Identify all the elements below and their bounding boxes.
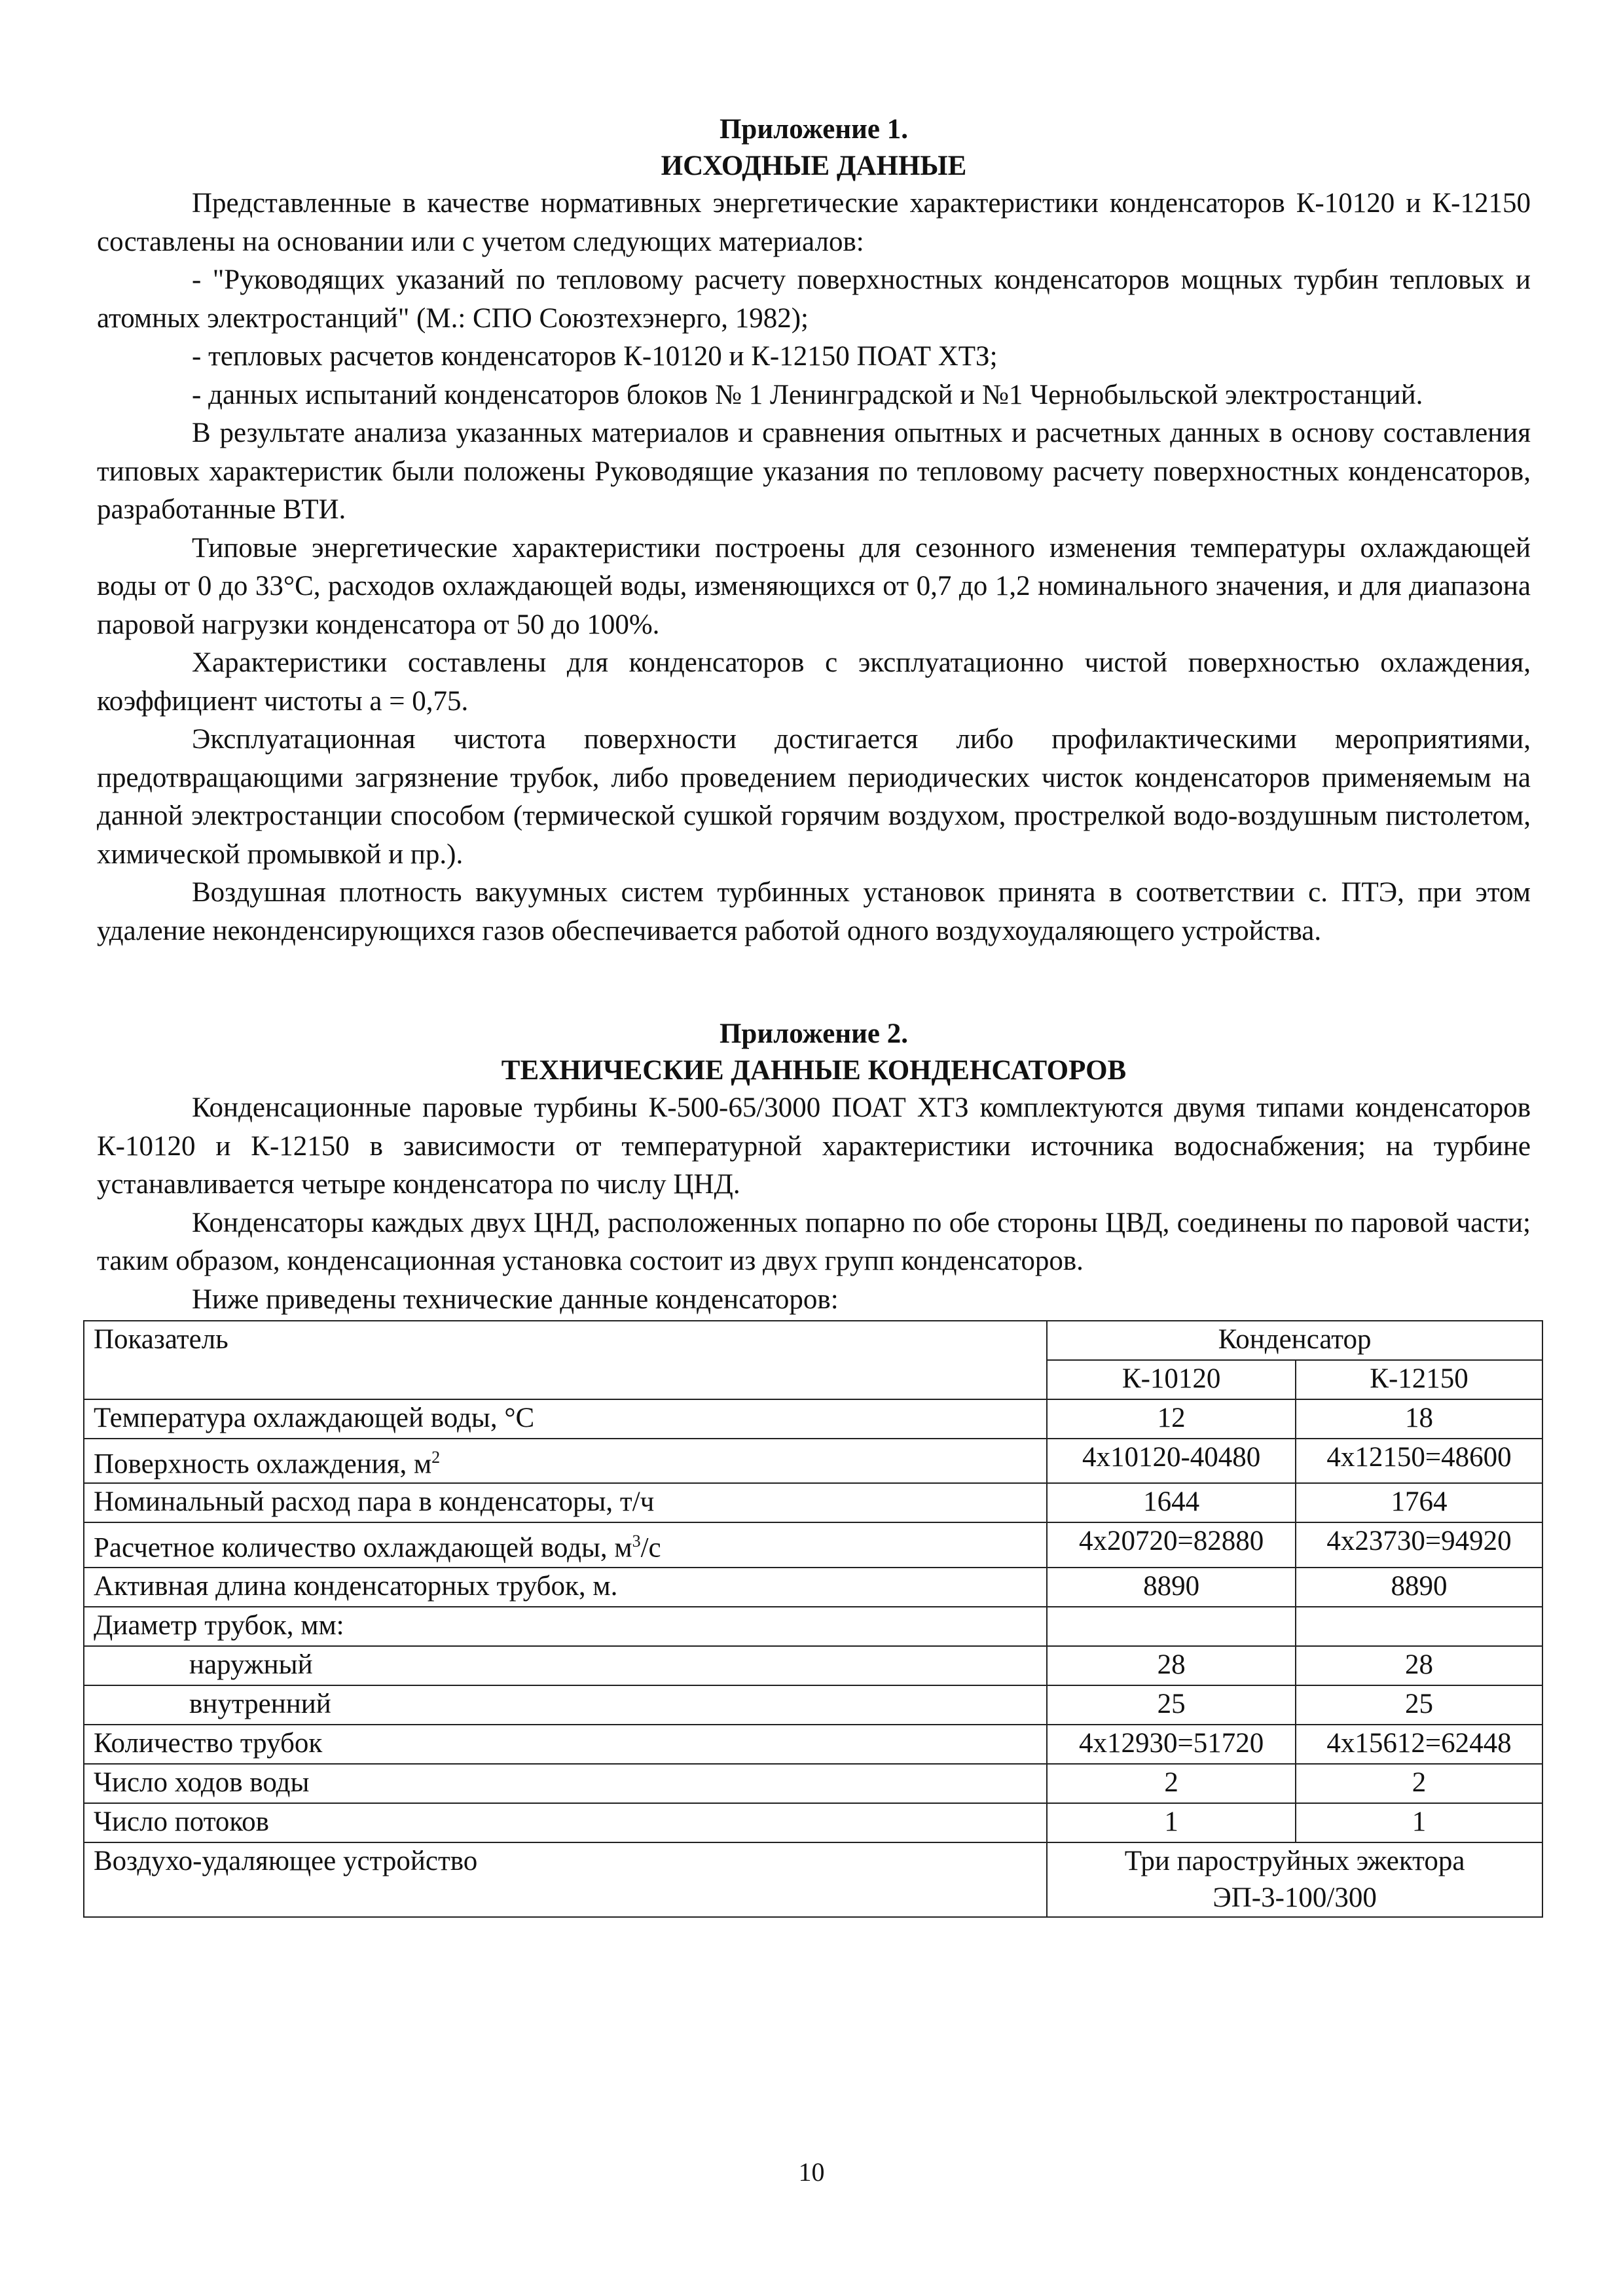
row-label-text: Поверхность охлаждения, м xyxy=(94,1448,432,1480)
table-header-row xyxy=(84,1321,1542,1360)
table-row xyxy=(84,1803,1542,1842)
value-k10120: 2 xyxy=(1047,1764,1296,1803)
table-row xyxy=(84,1439,1542,1483)
page-content xyxy=(94,111,1531,1918)
table-row xyxy=(84,1483,1542,1522)
ejector-value xyxy=(1047,1842,1542,1917)
table-intro: Ниже приведены технические данные конденсаторов: xyxy=(192,1283,839,1315)
row-label: наружный xyxy=(84,1646,1047,1685)
appendix-1-intro: Представленные в качестве нормативных энергетические характеристики конденсаторов К-10120 и К-12150 составлены на основании или с учетом следующих материалов: xyxy=(97,188,1531,257)
row-label: Воздухо-удаляющее устройство xyxy=(84,1842,1047,1917)
row-label xyxy=(84,1439,1047,1483)
paragraph: В результате анализа указанных материалов и сравнения опытных и расчетных данных в основу составления типовых характеристик были положены Руководящие указания по тепловому расчету поверхностных конденсаторов, разработанные ВТИ. xyxy=(97,418,1531,525)
table-row xyxy=(84,1568,1542,1607)
paragraph: Воздушная плотность вакуумных систем турбинных установок принята в соответствии с. ПТЭ, при этом удаление неконденсирующихся газов обеспечивается работой одного воздухоудаляющего устройства. xyxy=(97,877,1531,946)
value-k12150: 4x12150=48600 xyxy=(1296,1439,1542,1483)
value-k10120: 12 xyxy=(1047,1399,1296,1439)
table-row xyxy=(84,1725,1542,1764)
row-label: Число потоков xyxy=(84,1803,1047,1842)
value-k10120: 4x20720=82880 xyxy=(1047,1522,1296,1567)
condenser-tech-table xyxy=(83,1320,1543,1918)
value-k12150: 1 xyxy=(1296,1803,1542,1842)
source-item: - тепловых расчетов конденсаторов К-10120 и К-12150 ПОАТ ХТЗ; xyxy=(192,341,998,372)
table-row xyxy=(84,1607,1542,1646)
row-label: Диаметр трубок, мм: xyxy=(84,1607,1047,1646)
value-k10120: 1 xyxy=(1047,1803,1296,1842)
value-k10120: 25 xyxy=(1047,1685,1296,1725)
row-label: Номинальный расход пара в конденсаторы, т/ч xyxy=(84,1483,1047,1522)
value-k12150: 28 xyxy=(1296,1646,1542,1685)
value-k12150: 2 xyxy=(1296,1764,1542,1803)
ejector-line-1: Три пароструйных эжектора xyxy=(1124,1845,1465,1876)
value-k10120: 28 xyxy=(1047,1646,1296,1685)
table-row xyxy=(84,1522,1542,1567)
paragraph: Эксплуатационная чистота поверхности достигается либо профилактическими мероприятиями, предотвращающими загрязнение трубок, либо проведением периодических чисток конденсаторов применяемым на данной электростанции способом (термической сушкой горячим воздухом, прострелкой водо-воздушным пистолетом, химической промывкой и пр.). xyxy=(97,724,1531,870)
source-item: - "Руководящих указаний по тепловому расчету поверхностных конденсаторов мощных турбин тепловых и атомных электростанций" (М.: СПО Союзтехэнерго, 1982); xyxy=(97,264,1531,334)
paragraph: Характеристики составлены для конденсаторов с эксплуатационно чистой поверхностью охлаждения, коэффициент чистоты а = 0,75. xyxy=(97,647,1531,717)
header-k10120: К-10120 xyxy=(1047,1360,1296,1399)
header-k12150: К-12150 xyxy=(1296,1360,1542,1399)
appendix-1-title: ИСХОДНЫЕ ДАННЫЕ xyxy=(661,151,967,181)
value-k10120: 1644 xyxy=(1047,1483,1296,1522)
page-number: 10 xyxy=(798,2157,825,2187)
value-k12150 xyxy=(1296,1607,1542,1646)
row-label: Количество трубок xyxy=(84,1725,1047,1764)
table-row xyxy=(84,1685,1542,1725)
value-k10120: 4x12930=51720 xyxy=(1047,1725,1296,1764)
row-label: Число ходов воды xyxy=(84,1764,1047,1803)
value-k10120 xyxy=(1047,1607,1296,1646)
paragraph: Типовые энергетические характеристики построены для сезонного изменения температуры охлаждающей воды от 0 до 33°С, расходов охлаждающей воды, изменяющихся от 0,7 до 1,2 номинального значения, и для диапазона паровой нагрузки конденсатора от 50 до 100%. xyxy=(97,532,1531,640)
appendix-1-heading: Приложение 1. xyxy=(719,114,909,145)
paragraph: Конденсаторы каждых двух ЦНД, расположенных попарно по обе стороны ЦВД, соединены по паровой части; таким образом, конденсационная установка состоит из двух групп конденсаторов. xyxy=(97,1207,1531,1276)
appendix-2-title: ТЕХНИЧЕСКИЕ ДАННЫЕ КОНДЕНСАТОРОВ xyxy=(501,1055,1127,1086)
table-row-air-removal xyxy=(84,1842,1542,1917)
value-k12150: 25 xyxy=(1296,1685,1542,1725)
value-k12150: 18 xyxy=(1296,1399,1542,1439)
row-label: Активная длина конденсаторных трубок, м. xyxy=(84,1568,1047,1607)
table-row xyxy=(84,1646,1542,1685)
header-condenser: Конденсатор xyxy=(1047,1321,1542,1360)
table-row xyxy=(84,1764,1542,1803)
unit-exponent: 2 xyxy=(431,1448,441,1467)
ejector-line-2: ЭП-3-100/300 xyxy=(1213,1882,1377,1913)
value-k12150: 4x15612=62448 xyxy=(1296,1725,1542,1764)
value-k12150: 1764 xyxy=(1296,1483,1542,1522)
header-parameter: Показатель xyxy=(84,1321,1047,1399)
value-k12150: 4x23730=94920 xyxy=(1296,1522,1542,1567)
row-label: Температура охлаждающей воды, °С xyxy=(84,1399,1047,1439)
row-label-suffix: /с xyxy=(640,1532,661,1564)
value-k10120: 8890 xyxy=(1047,1568,1296,1607)
table-row xyxy=(84,1399,1542,1439)
unit-exponent: 3 xyxy=(632,1532,641,1551)
source-item: - данных испытаний конденсаторов блоков № 1 Ленинградской и №1 Чернобыльской электростанций. xyxy=(192,379,1423,410)
section-gap xyxy=(97,950,1531,1016)
value-k12150: 8890 xyxy=(1296,1568,1542,1607)
appendix-2-heading: Приложение 2. xyxy=(719,1018,909,1049)
value-k10120: 4x10120-40480 xyxy=(1047,1439,1296,1483)
row-label-text: Расчетное количество охлаждающей воды, м xyxy=(94,1532,632,1564)
paragraph: Конденсационные паровые турбины К-500-65/3000 ПОАТ ХТЗ комплектуются двумя типами конденсаторов К-10120 и К-12150 в зависимости от температурной характеристики источника водоснабжения; на турбине устанавливается четыре конденсатора по числу ЦНД. xyxy=(97,1092,1531,1200)
row-label xyxy=(84,1522,1047,1567)
row-label: внутренний xyxy=(84,1685,1047,1725)
